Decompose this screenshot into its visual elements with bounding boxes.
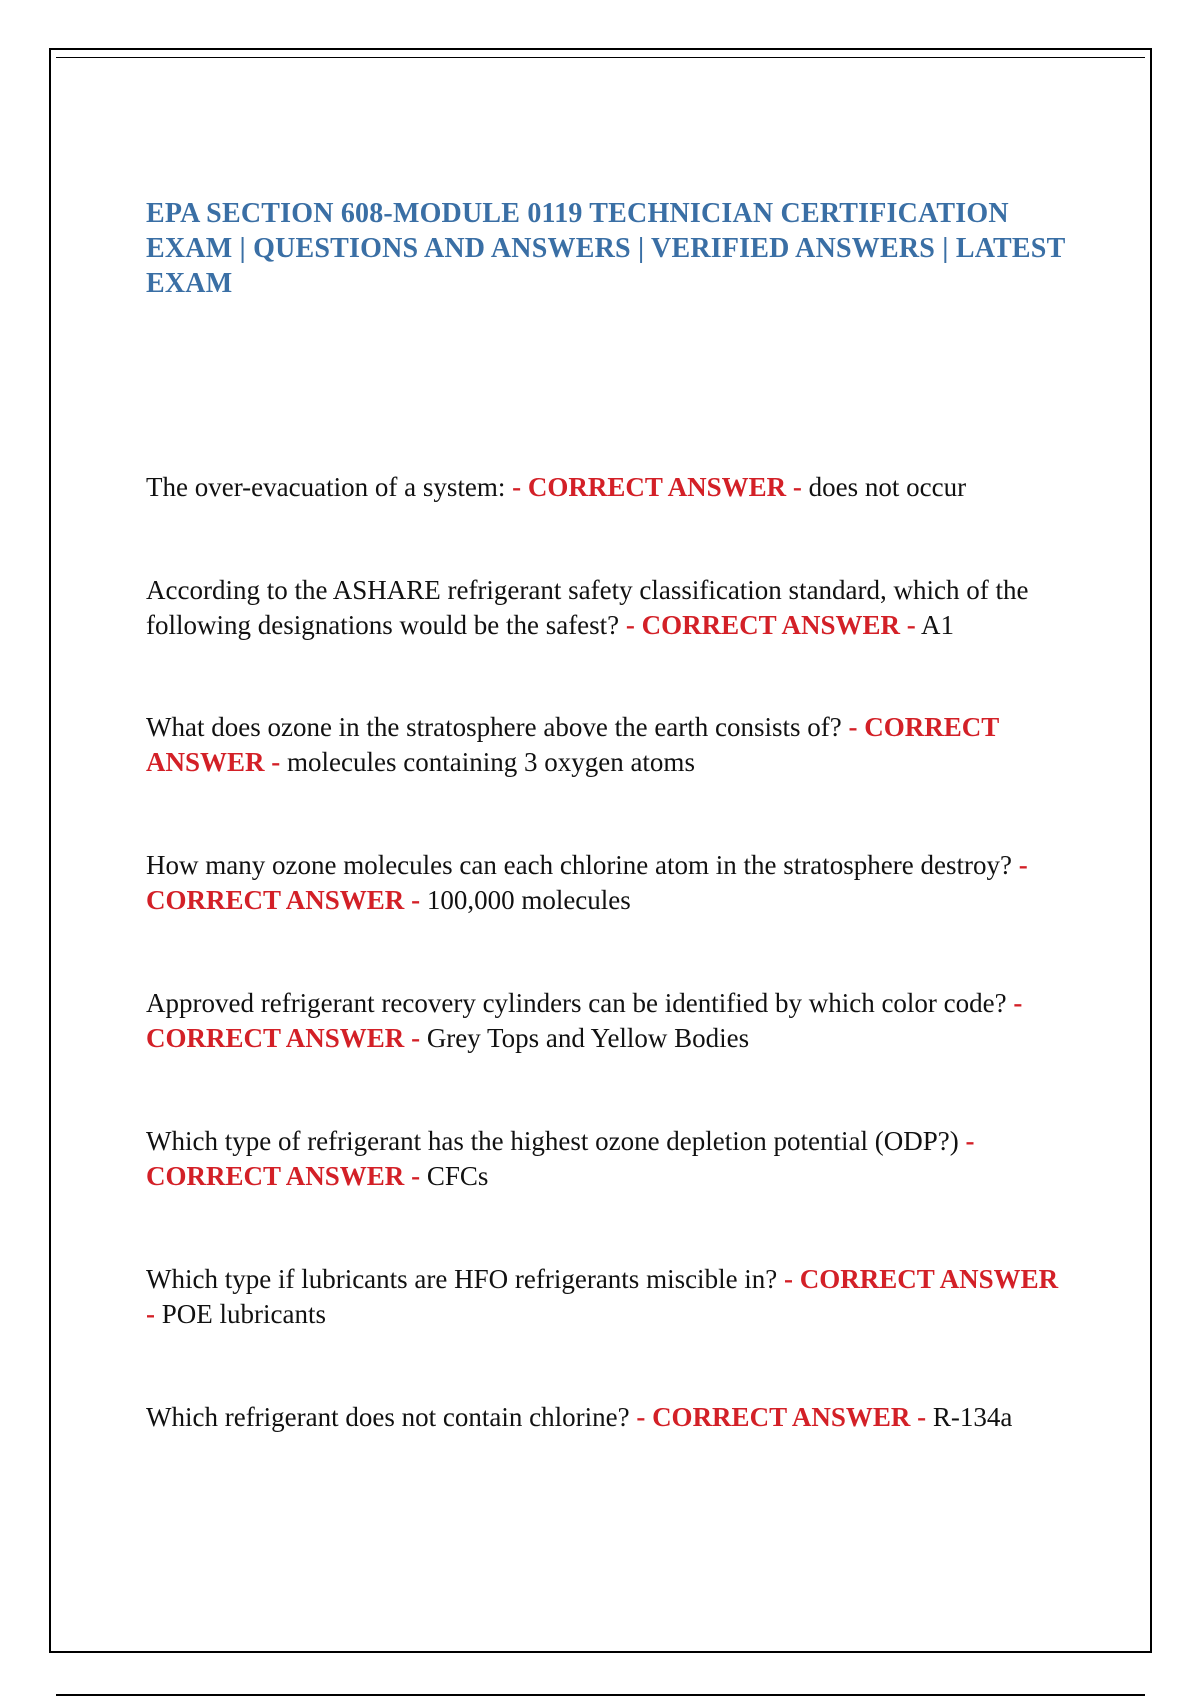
question-text: Which type of refrigerant has the highest ozone depletion potential (ODP?)	[146, 1126, 959, 1156]
qa-item	[146, 1262, 1066, 1332]
separator: -	[411, 1161, 421, 1191]
correct-answer-label: CORRECT ANSWER	[146, 712, 999, 777]
answer-text: A1	[921, 610, 954, 640]
separator: -	[792, 472, 802, 502]
qa-item	[146, 470, 1066, 505]
correct-answer-label: CORRECT ANSWER	[652, 1402, 911, 1432]
separator: -	[917, 1402, 927, 1432]
document-title: EPA SECTION 608-MODULE 0119 TECHNICIAN CERTIFICATION EXAM | QUESTIONS AND ANSWERS | VERIFIED ANSWERS | LATEST EXAM	[146, 198, 1065, 299]
question-text: The over-evacuation of a system:	[146, 472, 506, 502]
correct-answer-label: CORRECT ANSWER	[146, 1023, 405, 1053]
qa-item	[146, 1400, 1066, 1435]
answer-text: does not occur	[808, 472, 967, 502]
correct-answer-label: CORRECT ANSWER	[799, 1264, 1059, 1294]
question-text: Which type if lubricants are HFO refrigerants miscible in?	[146, 1264, 778, 1294]
separator: -	[965, 1126, 975, 1156]
separator: -	[271, 747, 281, 777]
correct-answer-label: CORRECT ANSWER	[146, 1161, 405, 1191]
qa-item	[146, 986, 1066, 1056]
qa-item	[146, 710, 1066, 780]
separator: -	[512, 472, 522, 502]
separator: -	[636, 1402, 646, 1432]
separator: -	[784, 1264, 794, 1294]
question-text: Which refrigerant does not contain chlorine?	[146, 1402, 630, 1432]
separator: -	[146, 1299, 155, 1329]
separator: -	[1018, 850, 1028, 880]
answer-text: CFCs	[426, 1161, 489, 1191]
qa-item	[146, 1124, 1066, 1194]
separator: -	[906, 610, 916, 640]
answer-text: R-134a	[932, 1402, 1013, 1432]
qa-item	[146, 848, 1066, 918]
separator: -	[848, 712, 858, 742]
bottom-rule	[56, 1694, 1145, 1696]
separator: -	[411, 1023, 421, 1053]
page-top-rule	[56, 57, 1145, 58]
question-text: What does ozone in the stratosphere above the earth consists of?	[146, 712, 842, 742]
question-text: Approved refrigerant recovery cylinders can be identified by which color code?	[146, 988, 1007, 1018]
answer-text: Grey Tops and Yellow Bodies	[426, 1023, 750, 1053]
answer-text: POE lubricants	[161, 1299, 326, 1329]
separator: -	[411, 885, 421, 915]
question-text: How many ozone molecules can each chlorine atom in the stratosphere destroy?	[146, 850, 1012, 880]
separator: -	[1013, 988, 1023, 1018]
correct-answer-label: CORRECT ANSWER	[527, 472, 787, 502]
qa-item	[146, 573, 1066, 643]
answer-text: molecules containing 3 oxygen atoms	[287, 747, 695, 777]
question-text: According to the ASHARE refrigerant safety classification standard, which of the following designations would be the safest?	[146, 575, 1029, 640]
correct-answer-label: CORRECT ANSWER	[146, 885, 405, 915]
answer-text: 100,000 molecules	[426, 885, 631, 915]
correct-answer-label: CORRECT ANSWER	[641, 610, 900, 640]
separator: -	[625, 610, 635, 640]
